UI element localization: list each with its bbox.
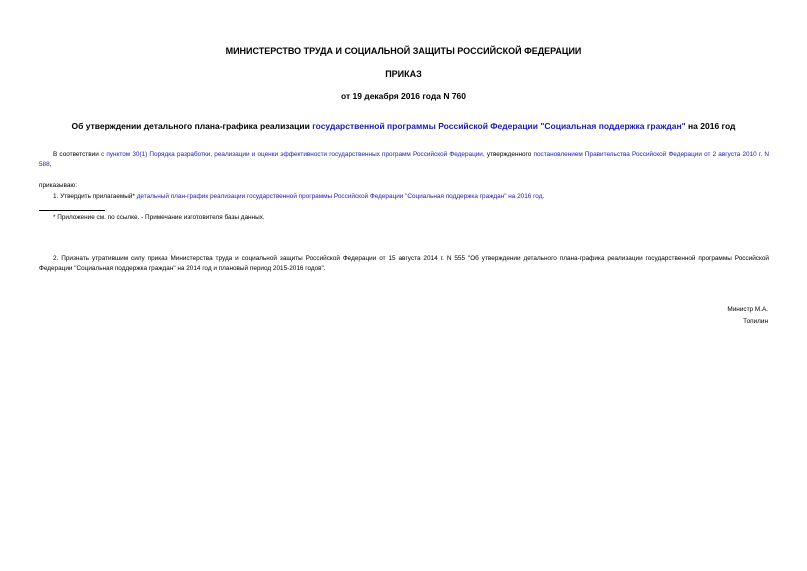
doc-date: от 19 декабря 2016 года N 760 [340, 91, 467, 101]
order-word: приказываю: [39, 182, 77, 189]
item1-end: . [542, 193, 545, 200]
preamble-end: , [49, 161, 52, 168]
preamble-mid: утвержденного [486, 151, 532, 158]
signature-name: Топилин [743, 318, 768, 325]
doc-type-heading: ПРИКАЗ [385, 69, 422, 79]
order-item-1 [39, 192, 769, 202]
preamble-start: В соответствии [53, 151, 99, 158]
plan-schedule-link[interactable]: детальный план-график реализации государственной программы Российской Федерации "Социальная поддержка граждан" на 2016 год [136, 193, 543, 200]
item1-start: 1. Утвердить прилагаемый* [53, 193, 135, 200]
title-suffix: на 2016 год [688, 121, 736, 131]
ministry-heading: МИНИСТЕРСТВО ТРУДА И СОЦИАЛЬНОЙ ЗАЩИТЫ РОССИЙСКОЙ ФЕДЕРАЦИИ [225, 46, 582, 56]
signature-position: Министр М.А. [727, 306, 768, 313]
title-prefix: Об утверждении детального плана-графика реализации [71, 121, 310, 131]
order-item-2: 2. Признать утратившим силу приказ Министерства труда и социальной защиты Российской Федерации от 15 августа 2014 г. N 555 "Об утверждении детального плана-графика реализации государственной программы Российской Федерации "Социальная поддержка граждан" на 2014 год и плановый период 2015-2016 годов". [39, 255, 769, 272]
preamble-paragraph [39, 150, 769, 170]
footnote-divider [39, 210, 105, 211]
title-program-link[interactable]: государственной программы Российской Федерации "Социальная поддержка граждан" [312, 121, 686, 131]
doc-title [0, 121, 807, 131]
procedure-link[interactable]: с пунктом 30(1) Порядка разработки, реализации и оценки эффективности государственных программ Российской Федерации, [100, 151, 485, 158]
footnote: * Приложение см. по ссылке. - Примечание изготовителя базы данных. [53, 214, 265, 221]
resolution-link[interactable]: постановлением Правительства Российской Федерации от 2 августа 2010 г. N 588 [39, 151, 769, 168]
